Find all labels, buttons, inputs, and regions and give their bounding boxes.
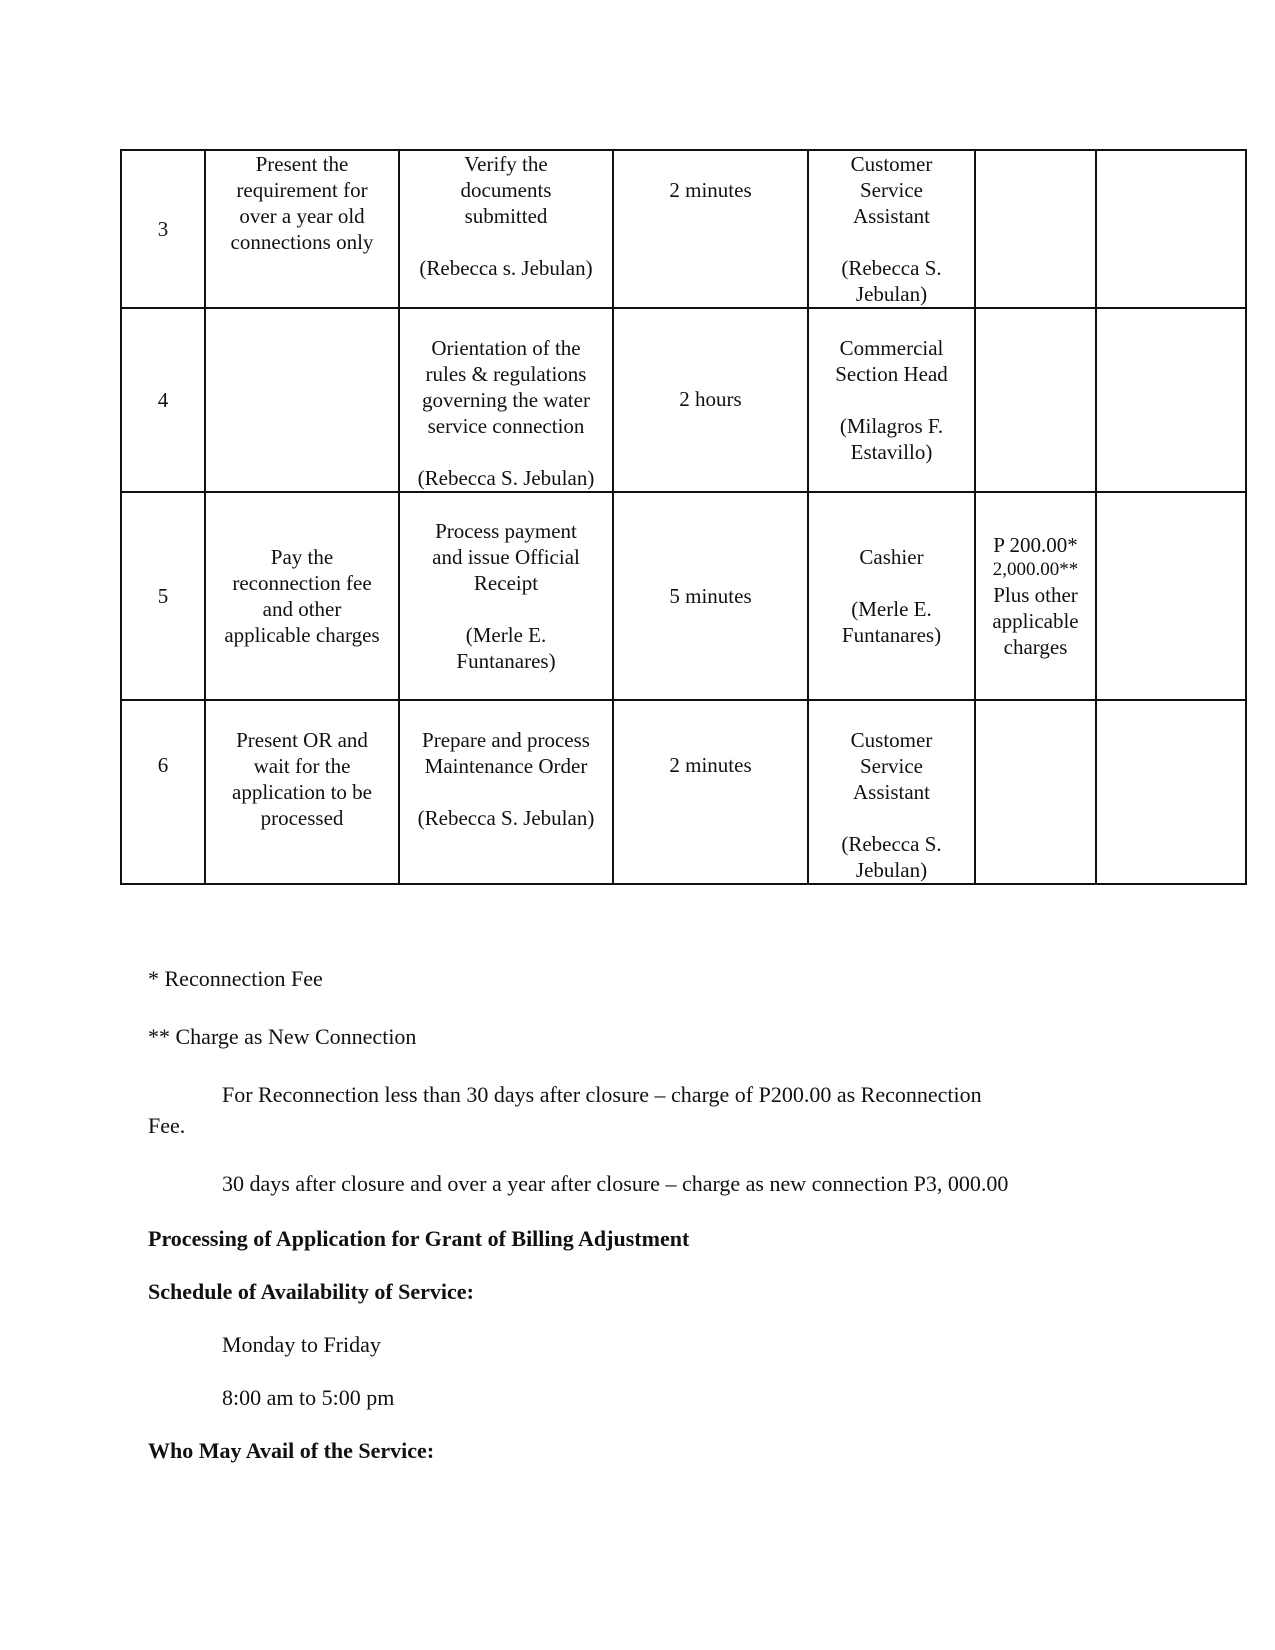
agency-action: Orientation of the rules & regulations governing the water service connection (Rebecca S. Jebulan) bbox=[399, 308, 613, 492]
step-number: 5 bbox=[121, 492, 205, 700]
reconnection-paragraph-line-2: Fee. bbox=[148, 1113, 186, 1138]
remarks-cell bbox=[1096, 700, 1246, 884]
who-may-avail-heading: Who May Avail of the Service: bbox=[148, 1438, 435, 1463]
processing-time: 2 hours bbox=[613, 308, 808, 492]
schedule-days: Monday to Friday bbox=[222, 1332, 381, 1357]
agency-action: Verify the documents submitted (Rebecca s. Jebulan) bbox=[399, 150, 613, 308]
agency-action: Prepare and process Maintenance Order (Rebecca S. Jebulan) bbox=[399, 700, 613, 884]
section-title: Processing of Application for Grant of Billing Adjustment bbox=[148, 1226, 690, 1251]
fees-cell bbox=[975, 308, 1096, 492]
table-row bbox=[121, 308, 1246, 492]
schedule-heading: Schedule of Availability of Service: bbox=[148, 1279, 474, 1304]
table-row bbox=[121, 492, 1246, 700]
table-row bbox=[121, 700, 1246, 884]
person-responsible: Commercial Section Head (Milagros F. Estavillo) bbox=[808, 308, 975, 492]
fees-cell bbox=[975, 700, 1096, 884]
client-step: Present OR and wait for the application to be processed bbox=[205, 700, 399, 884]
reconnection-paragraph-line-1: For Reconnection less than 30 days after closure – charge of P200.00 as Reconnection bbox=[222, 1082, 982, 1107]
schedule-hours: 8:00 am to 5:00 pm bbox=[222, 1385, 395, 1410]
new-connection-paragraph: 30 days after closure and over a year after closure – charge as new connection P3, 000.00 bbox=[222, 1171, 1009, 1196]
processing-time: 2 minutes bbox=[613, 150, 808, 308]
person-responsible: Customer Service Assistant (Rebecca S. Jebulan) bbox=[808, 700, 975, 884]
step-number: 3 bbox=[121, 150, 205, 308]
remarks-cell bbox=[1096, 308, 1246, 492]
remarks-cell bbox=[1096, 150, 1246, 308]
person-responsible: Cashier (Merle E. Funtanares) bbox=[808, 492, 975, 700]
table-row bbox=[121, 150, 1246, 308]
processing-time: 2 minutes bbox=[613, 700, 808, 884]
fees-cell bbox=[975, 150, 1096, 308]
step-number: 4 bbox=[121, 308, 205, 492]
client-step: Pay the reconnection fee and other applicable charges bbox=[205, 492, 399, 700]
footnote-reconnection-fee: * Reconnection Fee bbox=[148, 966, 323, 991]
person-responsible: Customer Service Assistant (Rebecca S. Jebulan) bbox=[808, 150, 975, 308]
processing-time: 5 minutes bbox=[613, 492, 808, 700]
client-step bbox=[205, 308, 399, 492]
footnote-new-connection: ** Charge as New Connection bbox=[148, 1024, 417, 1049]
process-steps-table bbox=[120, 149, 1247, 885]
step-number: 6 bbox=[121, 700, 205, 884]
fees-cell: P 200.00* 2,000.00** Plus other applicable charges bbox=[975, 492, 1096, 700]
agency-action: Process payment and issue Official Receipt (Merle E. Funtanares) bbox=[399, 492, 613, 700]
remarks-cell bbox=[1096, 492, 1246, 700]
client-step: Present the requirement for over a year old connections only bbox=[205, 150, 399, 308]
